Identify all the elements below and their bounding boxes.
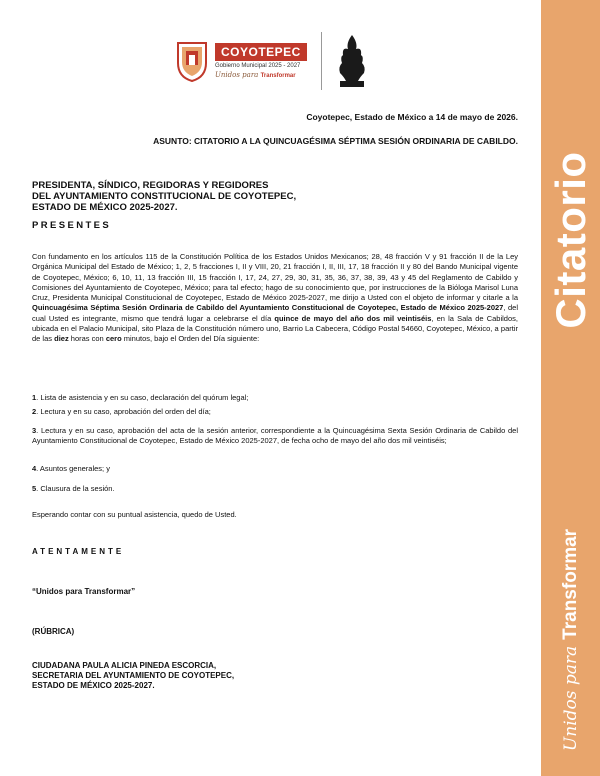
agenda-item	[32, 484, 518, 494]
agenda-item	[32, 393, 518, 403]
agenda-text: . Lectura y en su caso, aprobación del acta de la sesión anterior, correspondiente a la Quincuagésima Sexta Sesión Ordinaria de Cabildo del Ayuntamiento Constitucional de Coyotepec, Estado de México 2025-2027, de fecha ocho de mayo del año dos mil veintiséis;	[32, 426, 518, 446]
brand-slogan	[215, 71, 296, 79]
body-text: Con fundamento en los artículos 115 de la Constitución Política de los Estados Unidos Mexicanos; 28, 48 fracción V y 91 fracción II de la Ley Orgánica Municipal del Estado de México; 1, 2, 5 fracciones I, II y VIII, 20, 21 fracción I, II, III, 17, 18 fracción II y 80 del Bando Municipal vigente de Coyotepec, México; 6, 10, 11, 13 fracción III, 15 fracción I, 17, 24, 27, 29, 30, 31, 35, 36, 37, 38, 39, 43 y 45 del Reglamento de Cabildo y Comisiones del Ayuntamiento de Coyotepec, México; para tal efecto; hago de su conocimiento que, por instrucciones de la Bióloga Marisol Luna Cruz, Presidenta Municipal Constitucional de Coyotepec, Estado de México 2025-2027, me dirijo a Usted con el objeto de informar y citarle a la	[32, 252, 518, 303]
coyote-emblem-icon	[334, 33, 370, 89]
agenda-number: 2	[32, 407, 37, 416]
body-emphasis: quince de mayo del año dos mil veintiséis	[274, 313, 432, 323]
letter-body	[32, 252, 518, 345]
presentes-heading: PRESENTES	[32, 220, 112, 231]
agenda-number: 4	[32, 464, 37, 473]
signer-line: CIUDADANA PAULA ALICIA PINEDA ESCORCIA,	[32, 661, 217, 670]
side-slogan-script: Unidos para	[560, 645, 581, 752]
agenda-text: . Lectura y en su caso, aprobación del orden del día;	[36, 407, 211, 416]
signer-line: ESTADO DE MÉXICO 2025-2027.	[32, 681, 155, 690]
side-title: Citatorio	[546, 151, 594, 329]
letter-subject: ASUNTO: CITATORIO A LA QUINCUAGÉSIMA SÉPTIMA SESIÓN ORDINARIA DE CABILDO.	[153, 136, 518, 146]
side-slogan	[560, 529, 582, 751]
rubrica: (RÚBRICA)	[32, 627, 75, 636]
body-text: , del cual Usted es integrante, mismo que tendrá lugar a celebrarse el día	[32, 303, 518, 323]
atentamente: ATENTAMENTE	[32, 547, 125, 556]
brand-block	[215, 43, 307, 79]
side-slogan-bold: Transformar	[559, 528, 581, 640]
agenda-text: . Asuntos generales; y	[36, 464, 110, 473]
agenda-text: . Lista de asistencia y en su caso, declaración del quórum legal;	[36, 393, 249, 402]
closing-line: Esperando contar con su puntual asistencia, quedo de Usted.	[32, 510, 237, 519]
brand-slogan-bold: Transformar	[260, 73, 296, 79]
agenda-number: 3	[32, 426, 37, 435]
brand-slogan-script: Unidos para	[215, 71, 259, 79]
body-emphasis: Quincuagésima Séptima Sesión Ordinaria de Cabildo del Ayuntamiento Constitucional de Coyotepec, Estado de México 2025-2027	[32, 303, 504, 313]
body-emphasis: diez	[54, 334, 69, 344]
body-text: , en la Sala de Cabildos, ubicada en el Palacio Municipal, sito Plaza de la Constitución número uno, Barrio La Cabecera, Código Postal 54660, Coyotepec, México, a partir de las	[32, 313, 518, 344]
municipal-crest-icon	[175, 39, 209, 83]
agenda-number: 5	[32, 484, 37, 493]
body-text: minutos, bajo el Orden del Día siguiente:	[121, 334, 260, 344]
brand-sub: Gobierno Municipal 2025 - 2027	[215, 63, 301, 69]
addressee-line: ESTADO DE MÉXICO 2025-2027.	[32, 202, 178, 213]
brand-name: COYOTEPEC	[215, 43, 307, 61]
motto: “Unidos para Transformar”	[32, 587, 136, 596]
letter-date: Coyotepec, Estado de México a 14 de mayo de 2026.	[306, 112, 518, 122]
signer-block	[32, 661, 332, 691]
signer-line: SECRETARIA DEL AYUNTAMIENTO DE COYOTEPEC,	[32, 671, 235, 680]
agenda-item	[32, 464, 518, 474]
letter-addressee	[32, 180, 352, 213]
agenda-item	[32, 426, 518, 447]
body-emphasis: cero	[105, 334, 122, 344]
body-text: horas con	[68, 334, 106, 344]
agenda-item	[32, 407, 518, 417]
agenda-number: 1	[32, 393, 37, 402]
side-band	[541, 0, 600, 776]
agenda-text: . Clausura de la sesión.	[36, 484, 115, 493]
addressee-line: PRESIDENTA, SÍNDICO, REGIDORAS Y REGIDORES	[32, 180, 269, 191]
header-divider	[321, 32, 322, 90]
addressee-line: DEL AYUNTAMIENTO CONSTITUCIONAL DE COYOTEPEC,	[32, 191, 297, 202]
header-logo	[175, 28, 370, 94]
